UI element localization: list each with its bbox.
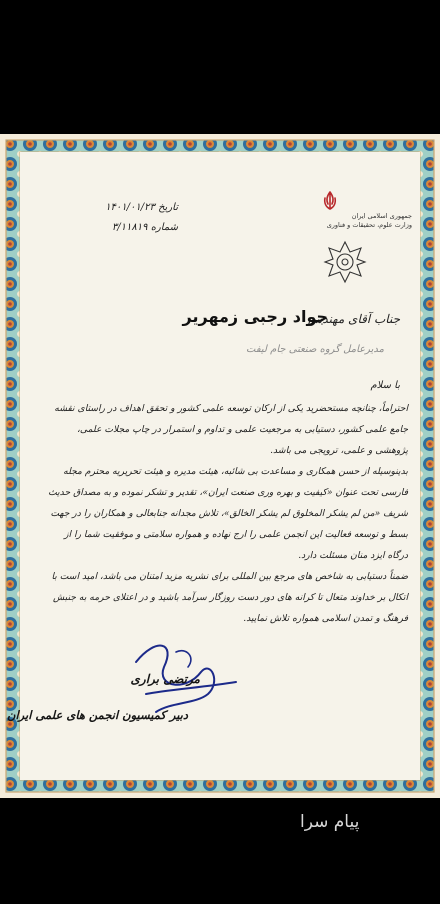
number-label: شماره <box>150 222 178 233</box>
recipient-name: جواد رجبی زمهریر <box>182 307 328 326</box>
watermark-text: پیام سرا <box>300 812 360 832</box>
body-paragraph-1: احتراماً، چنانچه مستحضرید یکی از ارکان توسعه علمی کشور و تحقق اهداف در راستای نقشه جامع علمی کشور، دستیابی به مرجعیت علمی و تداوم و استمرار در چاپ مجلات علمی، پژوهشی و علمی، ترویجی می باشد. <box>54 403 408 456</box>
rosette-ornament-icon <box>323 240 367 284</box>
greeting: با سلام <box>370 380 400 391</box>
letter-document <box>0 134 440 798</box>
date-value: ۱۴۰۱/۰۱/۲۳ <box>105 202 155 213</box>
body-paragraph-2: بدینوسیله از حسن همکاری و مساعدت بی شائبه، هیئت مدیره و هیئت تحریریه محترم مجله فارسی تحت عنوان «کیفیت و بهره وری صنعت ایران»، تقدیر و تشکر نموده و به مصداق حدیث شریف «من لم یشکر المخلوق لم یشکر الخالق»، تلاش مجدانه جنابعالی و همکاران را در جهت بسط و توسعه فعالیت این انجمن علمی را ارج نهاده و همواره سلامتی و موفقیت شما را از درگاه ایزد منان مسئلت دارد. <box>48 466 408 561</box>
letter-paper <box>7 152 420 780</box>
body-paragraph-3: ضمناً دستیابی به شاخص های مرجع بین المللی برای نشریه مزید امتنان می باشد، امید است با اتکال بر خداوند متعال تا کرانه های دور دست روزگار سرآمد باشید و در اعتلای حرمه به جنبش فرهنگ و تمدن اسلامی همواره تلاش نمایید. <box>51 571 408 624</box>
recipient-salutation: جناب آقای مهندس <box>307 312 400 326</box>
org-line-1: جمهوری اسلامی ایران <box>351 212 412 220</box>
letter-meta <box>78 198 178 238</box>
iran-emblem-icon <box>320 190 340 212</box>
letter-body <box>46 398 408 629</box>
signer-title: دبیر کمیسیون انجمن های علمی ایران <box>7 708 188 722</box>
recipient-title: مدیرعامل گروه صنعتی جام لیفت <box>246 344 384 355</box>
number-value: ۳/۱۱۸۱۹ <box>111 222 148 233</box>
number-row <box>78 218 178 238</box>
signer-name: مرتضی براری <box>130 672 200 686</box>
date-label: تاریخ <box>158 202 178 213</box>
date-row <box>78 198 178 218</box>
org-line-2: وزارت علوم، تحقیقات و فناوری <box>326 221 412 229</box>
letterhead <box>312 188 412 232</box>
